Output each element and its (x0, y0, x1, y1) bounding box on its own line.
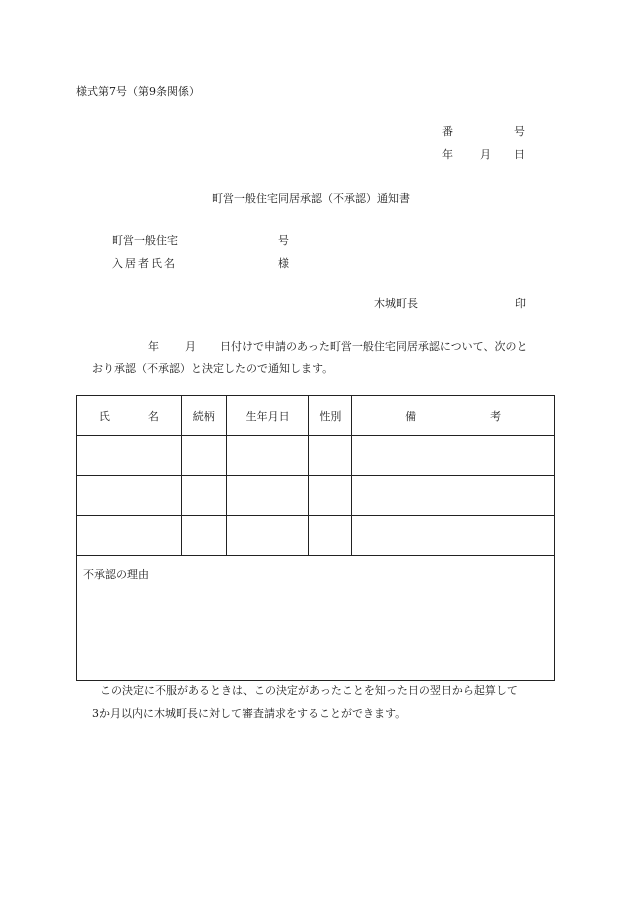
cell-relation[interactable] (181, 476, 226, 516)
table-row (77, 436, 555, 476)
cell-gender[interactable] (309, 476, 352, 516)
body-month: 月 (185, 340, 196, 353)
reason-row (77, 556, 555, 681)
date-day-label: 日 (514, 148, 525, 161)
cell-remarks[interactable] (352, 476, 555, 516)
document-number-label: 番 (442, 125, 453, 138)
body-year: 年 (148, 340, 159, 353)
cell-birthdate[interactable] (226, 436, 309, 476)
cell-gender[interactable] (309, 516, 352, 556)
cell-relation[interactable] (181, 436, 226, 476)
document-title: 町営一般住宅同居承認（不承認）通知書 (212, 192, 410, 205)
cohabitant-table (76, 395, 555, 681)
cell-gender[interactable] (309, 436, 352, 476)
cell-relation[interactable] (181, 516, 226, 556)
cell-remarks[interactable] (352, 516, 555, 556)
cell-birthdate[interactable] (226, 516, 309, 556)
cell-name[interactable] (77, 476, 182, 516)
form-number: 様式第7号（第9条関係） (76, 85, 200, 98)
resident-honorific: 様 (278, 257, 289, 270)
housing-label: 町営一般住宅 (112, 234, 178, 247)
cell-name[interactable] (77, 436, 182, 476)
cell-name[interactable] (77, 516, 182, 556)
cell-birthdate[interactable] (226, 476, 309, 516)
header-gender: 性別 (309, 396, 352, 436)
header-birthdate: 生年月日 (226, 396, 309, 436)
header-name: 氏 名 (77, 396, 182, 436)
appeal-notice-line1: この決定に不服があるときは、この決定があったことを知った日の翌日から起算して (100, 684, 518, 697)
table-row (77, 476, 555, 516)
table-header-row (77, 396, 555, 436)
cell-remarks[interactable] (352, 436, 555, 476)
rejection-reason-box[interactable] (77, 556, 555, 681)
appeal-notice-line2: 3か月以内に木城町長に対して審査請求をすることができます。 (92, 707, 407, 720)
seal-mark: 印 (515, 297, 526, 310)
header-relation: 続柄 (181, 396, 226, 436)
table-row (77, 516, 555, 556)
date-year-label: 年 (442, 148, 453, 161)
document-number-suffix: 号 (514, 125, 525, 138)
rejection-reason-label: 不承認の理由 (83, 568, 149, 581)
body-line1-text: 日付けで申請のあった町営一般住宅同居承認について、次のと (220, 340, 528, 353)
body-paragraph-line2: おり承認（不承認）と決定したので通知します。 (92, 362, 334, 375)
housing-number-suffix: 号 (278, 234, 289, 247)
header-remarks: 備 考 (352, 396, 555, 436)
issuer-title: 木城町長 (374, 297, 418, 310)
body-paragraph-line1 (148, 340, 527, 354)
resident-name-label: 入居者氏名 (112, 257, 177, 270)
date-month-label: 月 (480, 148, 491, 161)
